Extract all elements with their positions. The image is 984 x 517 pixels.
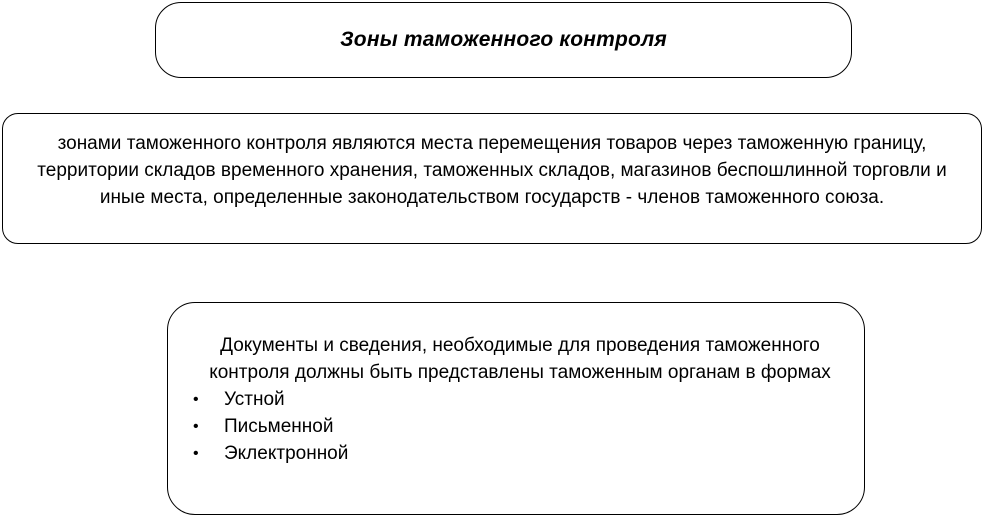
list-item xyxy=(193,413,844,440)
definition-text: зонами таможенного контроля являются места перемещения товаров через таможенную границу, территории складов временного хранения, таможенных складов, магазинов беспошлинной торговли и иные места, определенные законодательством государств - членов таможенного союза. xyxy=(37,133,947,208)
forms-list xyxy=(188,386,844,467)
documents-heading: Документы и сведения, необходимые для проведения таможенного контроля должны быть представлены таможенным органам в формах xyxy=(209,335,831,383)
form-electronic: Эклектронной xyxy=(224,443,349,464)
diagram-title: Зоны таможенного контроля xyxy=(340,28,667,51)
list-item xyxy=(193,440,844,467)
bullet-icon: • xyxy=(193,418,199,435)
bullet-icon: • xyxy=(193,445,199,462)
title-box xyxy=(155,2,852,78)
form-oral: Устной xyxy=(224,389,285,410)
definition-box xyxy=(2,113,982,244)
list-item xyxy=(193,386,844,413)
bullet-icon: • xyxy=(193,391,199,408)
documents-box xyxy=(167,302,865,515)
form-written: Письменной xyxy=(224,416,334,437)
